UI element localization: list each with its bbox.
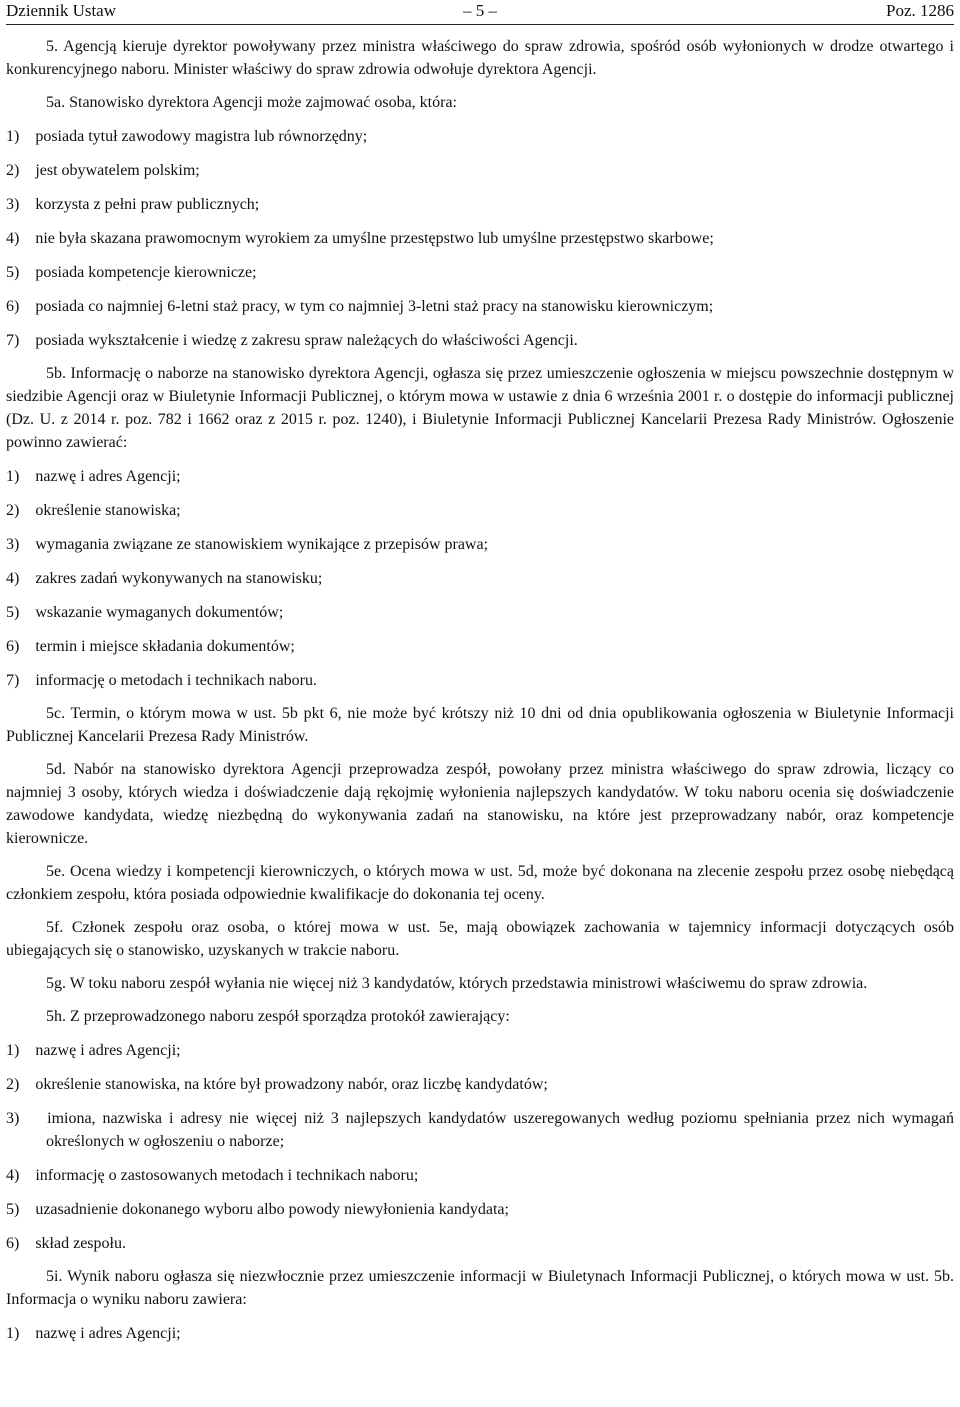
list-item: 5) uzasadnienie dokonanego wyboru albo powody niewyłonienia kandydata; <box>6 1201 509 1218</box>
paragraph-5: 5. Agencją kieruje dyrektor powoływany przez ministra właściwego do spraw zdrowia, spośród osób wyłonionych w drodze otwartego i konkurencyjnego naboru. Minister właściwy do spraw zdrowia odwołuje dyrektora Agencji. <box>6 38 954 78</box>
list-item: 1) nazwę i adres Agencji; <box>6 468 181 485</box>
list-item: 3) korzysta z pełni praw publicznych; <box>6 196 260 213</box>
list-5i <box>6 1322 954 1345</box>
paragraph-5e: 5e. Ocena wiedzy i kompetencji kierowniczych, o których mowa w ust. 5d, może być dokonana na zlecenie zespołu przez osobę niebędącą członkiem zespołu, która posiada odpowiednie kwalifikacje do dokonania tej oceny. <box>6 863 954 903</box>
list-item: 4) nie była skazana prawomocnym wyrokiem za umyślne przestępstwo lub umyślne przestępstwo skarbowe; <box>6 230 714 247</box>
list-item: 2) jest obywatelem polskim; <box>6 162 200 179</box>
list-item: 6) termin i miejsce składania dokumentów; <box>6 638 295 655</box>
paragraph-5f: 5f. Członek zespołu oraz osoba, o której mowa w ust. 5e, mają obowiązek zachowania w tajemnicy informacji dotyczących osób ubiegających się o stanowisko, uzyskanych w trakcie naboru. <box>6 919 954 959</box>
list-item: 3) wymagania związane ze stanowiskiem wynikające z przepisów prawa; <box>6 536 489 553</box>
list-item: 6) posiada co najmniej 6-letni staż pracy, w tym co najmniej 3-letni staż pracy na stanowisku kierowniczym; <box>6 298 714 315</box>
list-item: 2) określenie stanowiska; <box>6 502 181 519</box>
list-item: 5) posiada kompetencje kierownicze; <box>6 264 257 281</box>
paragraph-5g: 5g. W toku naboru zespół wyłania nie więcej niż 3 kandydatów, których przedstawia ministrowi właściwemu do spraw zdrowia. <box>46 975 868 992</box>
list-item: 1) nazwę i adres Agencji; <box>6 1325 181 1342</box>
list-item: 3) imiona, nazwiska i adresy nie więcej niż 3 najlepszych kandydatów uszeregowanych według poziomu spełniania przez nich wymagań określonych w ogłoszeniu o naborze; <box>6 1110 954 1150</box>
paragraph-5h: 5h. Z przeprowadzonego naboru zespół sporządza protokół zawierający: <box>46 1008 510 1025</box>
list-item: 4) informację o zastosowanych metodach i technikach naboru; <box>6 1167 419 1184</box>
position-number: Poz. 1286 <box>886 1 954 20</box>
page-header <box>6 0 954 25</box>
list-item: 6) skład zespołu. <box>6 1235 126 1252</box>
list-item: 1) nazwę i adres Agencji; <box>6 1042 181 1059</box>
list-item: 7) posiada wykształcenie i wiedzę z zakresu spraw należących do właściwości Agencji. <box>6 332 578 349</box>
list-item: 2) określenie stanowiska, na które był prowadzony nabór, oraz liczbę kandydatów; <box>6 1076 548 1093</box>
document-body <box>6 25 954 1345</box>
page-number: – 5 – <box>463 1 497 20</box>
list-item: 1) posiada tytuł zawodowy magistra lub równorzędny; <box>6 128 368 145</box>
paragraph-5i: 5i. Wynik naboru ogłasza się niezwłocznie przez umieszczenie informacji w Biuletynach Informacji Publicznej, o których mowa w ust. 5b. Informacja o wyniku naboru zawiera: <box>6 1268 954 1308</box>
journal-name: Dziennik Ustaw <box>6 1 117 20</box>
list-item: 4) zakres zadań wykonywanych na stanowisku; <box>6 570 323 587</box>
list-item: 5) wskazanie wymaganych dokumentów; <box>6 604 284 621</box>
list-5a <box>6 125 954 352</box>
paragraph-5a: 5a. Stanowisko dyrektora Agencji może zajmować osoba, która: <box>46 94 457 111</box>
list-5h <box>6 1039 954 1255</box>
list-item: 7) informację o metodach i technikach naboru. <box>6 672 317 689</box>
paragraph-5d: 5d. Nabór na stanowisko dyrektora Agencji przeprowadza zespół, powołany przez ministra właściwego do spraw zdrowia, liczący co najmniej 3 osoby, których wiedza i doświadczenie dają rękojmię wyłonienia najlepszych kandydatów. W toku naboru ocenia się doświadczenie zawodowe kandydata, wiedzę niezbędną do wykonywania zadań na stanowisku, na które jest przeprowadzany nabór, oraz kompetencje kierownicze. <box>6 761 954 847</box>
list-5b <box>6 465 954 692</box>
paragraph-5b: 5b. Informację o naborze na stanowisko dyrektora Agencji, ogłasza się przez umieszczenie ogłoszenia w miejscu powszechnie dostępnym w siedzibie Agencji oraz w Biuletynie Informacji Publicznej, o którym mowa w ustawie z dnia 6 września 2001 r. o dostępie do informacji publicznej (Dz. U. z 2014 r. poz. 782 i 1662 oraz z 2015 r. poz. 1240), i Biuletynie Informacji Publicznej Kancelarii Prezesa Rady Ministrów. Ogłoszenie powinno zawierać: <box>6 365 954 451</box>
paragraph-5c: 5c. Termin, o którym mowa w ust. 5b pkt 6, nie może być krótszy niż 10 dni od dnia opublikowania ogłoszenia w Biuletynie Informacji Publicznej Kancelarii Prezesa Rady Ministrów. <box>6 705 954 745</box>
